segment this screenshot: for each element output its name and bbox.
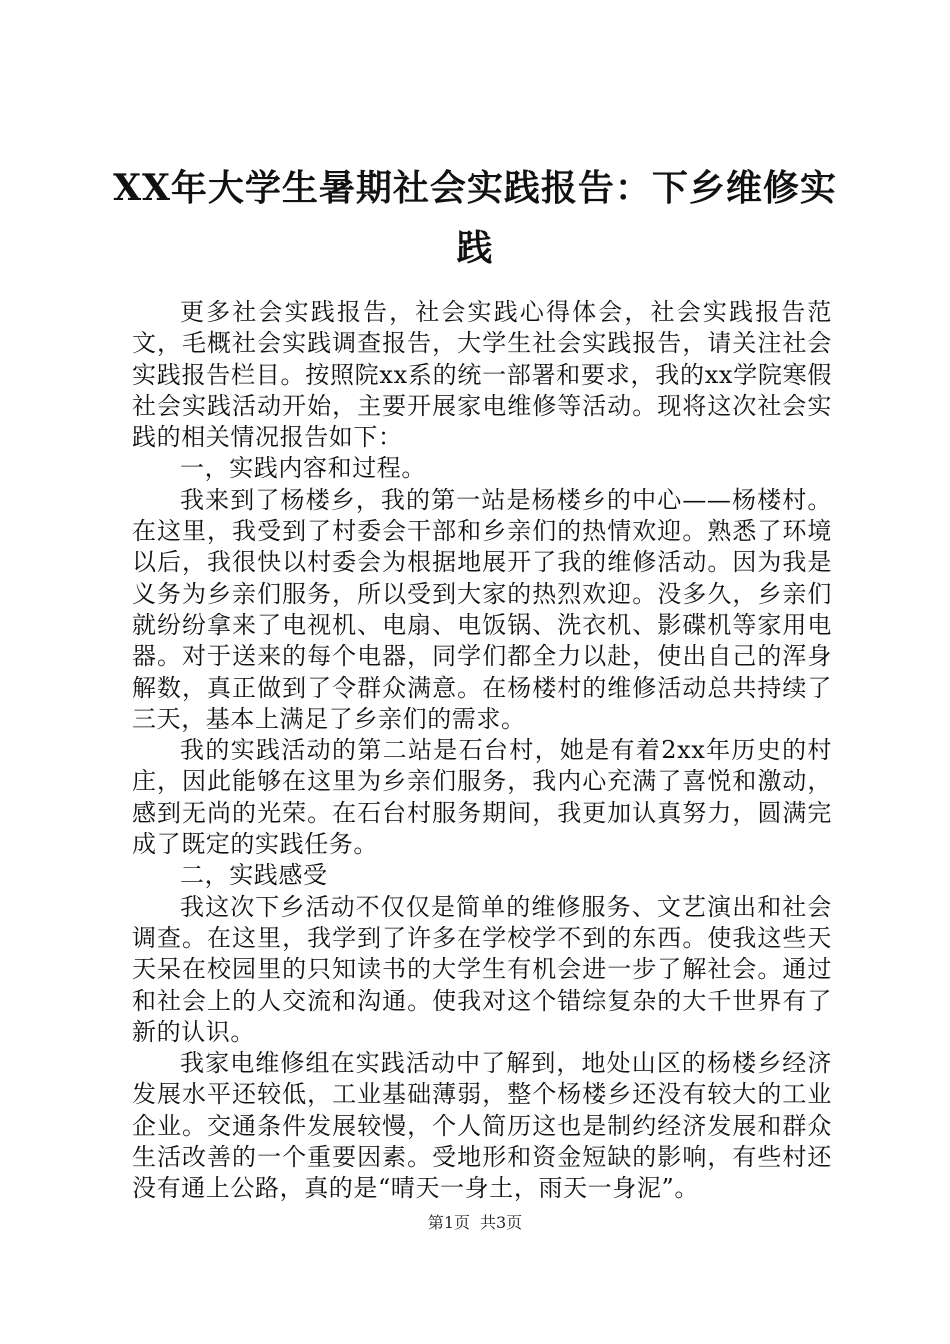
page-total: 共3页 [480,1213,523,1232]
section-heading-feelings: 二，实践感受 [180,861,328,890]
document-title: XX年大学生暑期社会实践报告：下乡维修实践 [113,167,837,269]
document-body [132,297,832,1205]
body-paragraph: 我这次下乡活动不仅仅是简单的维修服务、文艺演出和社会调查。在这里，我学到了许多在学校学不到的东西。使我这些天天呆在校园里的只知读书的大学生有机会进一步了解社会。通过和社会上的人交流和沟通。使我对这个错综复杂的大千世界有了新的认识。 [132,892,832,1046]
intro-paragraph: 更多社会实践报告，社会实践心得体会，社会实践报告范文，毛概社会实践调查报告，大学生社会实践报告，请关注社会实践报告栏目。按照院xx系的统一部署和要求，我的xx学院寒假社会实践活动开始，主要开展家电维修等活动。现将这次社会实践的相关情况报告如下： [132,298,832,452]
section-heading-content: 一，实践内容和过程。 [180,454,426,483]
body-paragraph: 我来到了杨楼乡，我的第一站是杨楼乡的中心——杨楼村。在这里，我受到了村委会干部和乡亲们的热情欢迎。熟悉了环境以后，我很快以村委会为根据地展开了我的维修活动。因为我是义务为乡亲们服务，所以受到大家的热烈欢迎。没多久，乡亲们就纷纷拿来了电视机、电扇、电饭锅、洗衣机、影碟机等家用电器。对于送来的每个电器，同学们都全力以赴，使出自己的浑身解数，真正做到了令群众满意。在杨楼村的维修活动总共持续了三天，基本上满足了乡亲们的需求。 [132,485,832,733]
body-paragraph: 我家电维修组在实践活动中了解到，地处山区的杨楼乡经济发展水平还较低，工业基础薄弱，整个杨楼乡还没有较大的工业企业。交通条件发展较慢，个人简历这也是制约经济发展和群众生活改善的一个重要因素。受地形和资金短缺的影响，有些村还没有通上公路，真的是“晴天一身土，雨天一身泥”。 [132,1049,832,1203]
page-number: 第1页 [427,1213,470,1232]
page-footer [0,1212,950,1234]
body-paragraph: 我的实践活动的第二站是石台村，她是有着2xx年历史的村庄，因此能够在这里为乡亲们服务，我内心充满了喜悦和激动，感到无尚的光荣。在石台村服务期间，我更加认真努力，圆满完成了既定的实践任务。 [132,736,832,859]
